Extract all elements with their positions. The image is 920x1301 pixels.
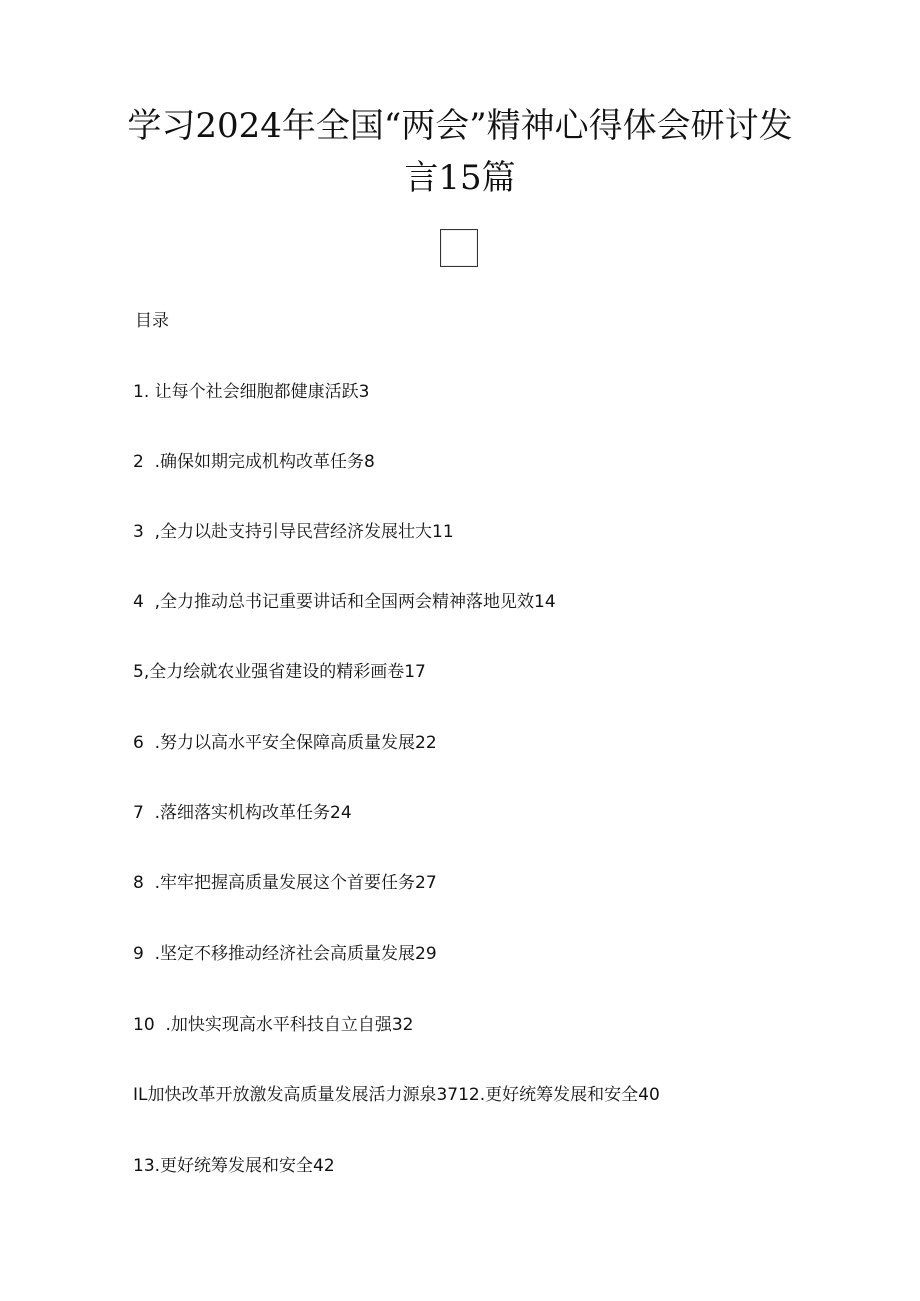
document-title-line-2: 言15篇 — [404, 158, 516, 198]
toc-item[interactable]: 8 .牢牢把握高质量发展这个首要任务27 — [133, 873, 437, 893]
toc-item[interactable]: 5,全力绘就农业强省建设的精彩画卷17 — [133, 662, 426, 682]
toc-item[interactable]: IL加快改革开放激发高质量发展活力源泉3712.更好统筹发展和安全40 — [133, 1085, 660, 1105]
toc-item[interactable]: 2 .确保如期完成机构改革任务8 — [133, 452, 375, 472]
toc-item[interactable]: 3 ,全力以赴支持引导民营经济发展壮大11 — [133, 522, 454, 542]
image-placeholder-box — [440, 229, 478, 267]
toc-item[interactable]: 1. 让每个社会细胞都健康活跃3 — [133, 382, 370, 402]
toc-heading: 目录 — [135, 311, 169, 331]
toc-item[interactable]: 7 .落细落实机构改革任务24 — [133, 803, 352, 823]
toc-item[interactable]: 4 ,全力推动总书记重要讲话和全国两会精神落地见效14 — [133, 592, 556, 612]
toc-item[interactable]: 10 .加快实现高水平科技自立自强32 — [133, 1015, 414, 1035]
toc-item[interactable]: 6 .努力以高水平安全保障高质量发展22 — [133, 733, 437, 753]
toc-item[interactable]: 13.更好统筹发展和安全42 — [133, 1156, 335, 1176]
toc-item[interactable]: 9 .坚定不移推动经济社会高质量发展29 — [133, 944, 437, 964]
document-title-line-1: 学习2024年全国“两会”精神心得体会研讨发 — [127, 106, 793, 146]
document-title — [110, 100, 810, 204]
